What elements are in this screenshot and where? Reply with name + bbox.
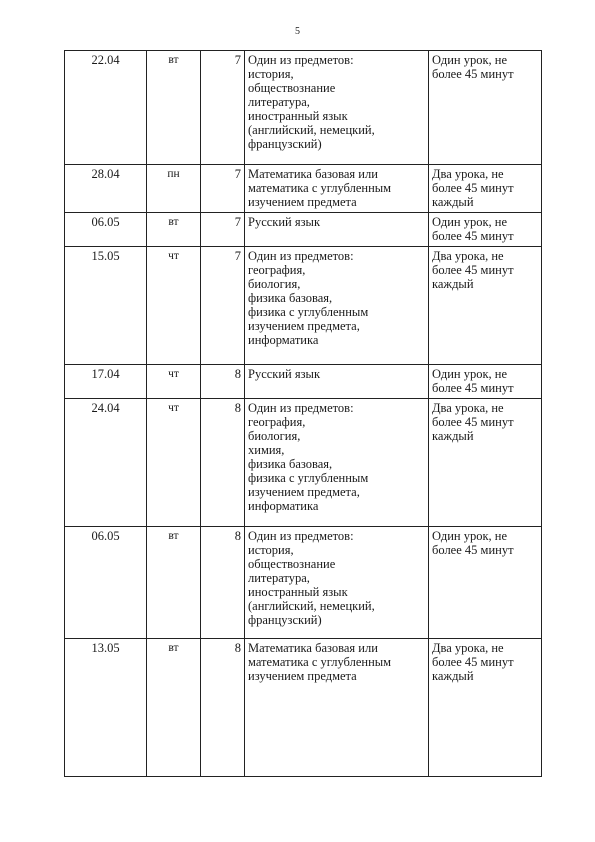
cell-text-line: физика базовая, <box>248 291 333 305</box>
cell-text-line: более 45 минут <box>432 263 514 277</box>
cell-text-line: каждый <box>432 429 474 443</box>
cell-text-line: более 45 минут <box>432 229 514 243</box>
cell-text-line: Два урока, не <box>432 401 504 415</box>
date-cell: 06.05 <box>65 527 147 639</box>
subject-cell <box>245 51 429 165</box>
grade-cell: 8 <box>201 527 245 639</box>
table-row <box>65 365 542 399</box>
schedule-body <box>65 51 542 777</box>
cell-text-line: Один урок, не <box>432 215 508 229</box>
table-row <box>65 527 542 639</box>
date-cell: 15.05 <box>65 247 147 365</box>
cell-text-line: Математика базовая или <box>248 167 378 181</box>
cell-text-line: Два урока, не <box>432 641 504 655</box>
cell-text-line: биология, <box>248 429 301 443</box>
cell-text-line: история, <box>248 543 294 557</box>
date-cell: 22.04 <box>65 51 147 165</box>
cell-text-line: более 45 минут <box>432 543 514 557</box>
cell-text-line: (английский, немецкий, <box>248 599 375 613</box>
grade-cell: 8 <box>201 639 245 777</box>
cell-text-line: история, <box>248 67 294 81</box>
cell-text-line: география, <box>248 415 306 429</box>
cell-text-line: более 45 минут <box>432 67 514 81</box>
cell-text-line: Один из предметов: <box>248 249 354 263</box>
duration-cell <box>429 51 542 165</box>
table-row <box>65 51 542 165</box>
cell-text-line: Один урок, не <box>432 367 508 381</box>
cell-text-line: французский) <box>248 137 322 151</box>
date-cell: 28.04 <box>65 165 147 213</box>
subject-cell <box>245 527 429 639</box>
cell-text-line: более 45 минут <box>432 181 514 195</box>
cell-text-line: более 45 минут <box>432 655 514 669</box>
cell-text-line: иностранный язык <box>248 109 348 123</box>
page-number: 5 <box>295 26 300 37</box>
cell-text-line: каждый <box>432 669 474 683</box>
cell-text-line: Один урок, не <box>432 529 508 543</box>
duration-cell <box>429 527 542 639</box>
subject-cell <box>245 365 429 399</box>
cell-text-line: Русский язык <box>248 215 321 229</box>
cell-text-line: изучением предмета <box>248 669 357 683</box>
weekday-cell: чт <box>147 365 201 399</box>
cell-text-line: изучением предмета <box>248 195 357 209</box>
duration-cell <box>429 365 542 399</box>
date-cell: 13.05 <box>65 639 147 777</box>
cell-text-line: литература, <box>248 95 310 109</box>
subject-cell <box>245 165 429 213</box>
cell-text-line: математика с углубленным <box>248 655 392 669</box>
cell-text-line: математика с углубленным <box>248 181 392 195</box>
grade-cell: 7 <box>201 165 245 213</box>
weekday-cell: чт <box>147 247 201 365</box>
cell-text-line: Математика базовая или <box>248 641 378 655</box>
grade-cell: 7 <box>201 51 245 165</box>
table-row <box>65 399 542 527</box>
cell-text-line: биология, <box>248 277 301 291</box>
duration-cell <box>429 247 542 365</box>
table-row <box>65 639 542 777</box>
grade-cell: 7 <box>201 213 245 247</box>
grade-cell: 8 <box>201 399 245 527</box>
table-row <box>65 213 542 247</box>
cell-text-line: обществознание <box>248 557 336 571</box>
cell-text-line: Русский язык <box>248 367 321 381</box>
cell-text-line: информатика <box>248 333 319 347</box>
exam-schedule-table <box>64 50 542 777</box>
cell-text-line: иностранный язык <box>248 585 348 599</box>
weekday-cell: вт <box>147 527 201 639</box>
cell-text-line: изучением предмета, <box>248 485 360 499</box>
cell-text-line: литература, <box>248 571 310 585</box>
date-cell: 17.04 <box>65 365 147 399</box>
subject-cell <box>245 399 429 527</box>
weekday-cell: вт <box>147 213 201 247</box>
cell-text-line: информатика <box>248 499 319 513</box>
cell-text-line: физика с углубленным <box>248 305 369 319</box>
cell-text-line: французский) <box>248 613 322 627</box>
subject-cell <box>245 213 429 247</box>
cell-text-line: более 45 минут <box>432 415 514 429</box>
cell-text-line: каждый <box>432 277 474 291</box>
weekday-cell: чт <box>147 399 201 527</box>
duration-cell <box>429 399 542 527</box>
cell-text-line: Один из предметов: <box>248 529 354 543</box>
date-cell: 06.05 <box>65 213 147 247</box>
grade-cell: 8 <box>201 365 245 399</box>
table-row <box>65 165 542 213</box>
cell-text-line: обществознание <box>248 81 336 95</box>
duration-cell <box>429 213 542 247</box>
table-row <box>65 247 542 365</box>
weekday-cell: пн <box>147 165 201 213</box>
cell-text-line: химия, <box>248 443 285 457</box>
duration-cell <box>429 639 542 777</box>
cell-text-line: Один из предметов: <box>248 53 354 67</box>
weekday-cell: вт <box>147 639 201 777</box>
cell-text-line: Один из предметов: <box>248 401 354 415</box>
duration-cell <box>429 165 542 213</box>
weekday-cell: вт <box>147 51 201 165</box>
cell-text-line: Два урока, не <box>432 249 504 263</box>
cell-text-line: изучением предмета, <box>248 319 360 333</box>
cell-text-line: каждый <box>432 195 474 209</box>
cell-text-line: Один урок, не <box>432 53 508 67</box>
cell-text-line: география, <box>248 263 306 277</box>
cell-text-line: (английский, немецкий, <box>248 123 375 137</box>
subject-cell <box>245 639 429 777</box>
grade-cell: 7 <box>201 247 245 365</box>
cell-text-line: Два урока, не <box>432 167 504 181</box>
cell-text-line: более 45 минут <box>432 381 514 395</box>
date-cell: 24.04 <box>65 399 147 527</box>
cell-text-line: физика с углубленным <box>248 471 369 485</box>
subject-cell <box>245 247 429 365</box>
cell-text-line: физика базовая, <box>248 457 333 471</box>
